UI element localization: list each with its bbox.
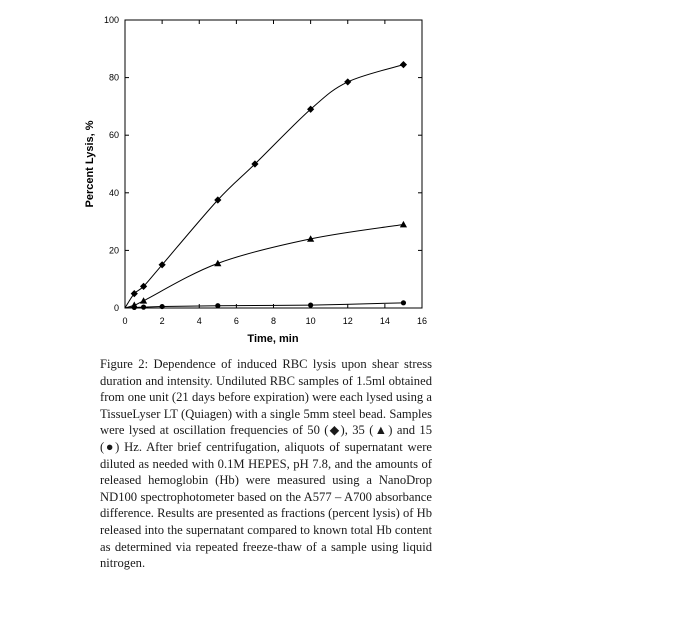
triangle-marker [214,260,221,266]
y-tick-label: 100 [103,15,119,25]
x-tick-label: 4 [196,316,202,326]
x-tick-label: 14 [379,316,390,326]
x-tick-label: 6 [233,316,239,326]
diamond-marker [344,78,351,85]
circle-marker [215,303,220,308]
series-line-triangle [125,224,403,308]
x-tick-label: 8 [270,316,277,326]
series-line-circle [125,303,403,308]
y-tick-label: 40 [108,187,119,198]
y-tick-label: 60 [108,130,119,141]
triangle-marker [400,221,407,227]
x-tick-label: 10 [305,316,316,326]
y-tick-label: 0 [113,303,119,313]
triangle-marker [140,297,147,303]
circle-marker [141,305,146,310]
circle-marker [160,304,165,309]
plot-frame [125,20,422,308]
series-line-diamond [125,65,403,308]
circle-marker [132,305,137,310]
circle-marker [401,300,406,305]
x-tick-label: 16 [416,316,428,326]
y-tick-label: 80 [108,72,119,83]
x-axis-title: Time, min [247,333,299,345]
circle-marker [308,303,313,308]
x-tick-label: 12 [342,316,353,326]
x-tick-label: 0 [122,316,128,326]
data-series [125,61,407,310]
y-axis-title: Percent Lysis, % [84,120,96,208]
x-tick-label: 2 [159,316,165,326]
figure-caption: Figure 2: Dependence of induced RBC lysis upon shear stress duration and intensity. Undiluted RBC samples of 1.5ml obtained from one unit (21 days before expiration) were each lysed using a TissueLyser LT (Quiagen) with a single 5mm steel bead. Samples were lysed at oscillation frequencies of 50 (◆), 35 (▲) and 15 (●) Hz. After brief centrifugation, aliquots of supernatant were diluted as needed with 0.1M HEPES, pH 7.8, and the amounts of released hemoglobin (Hb) were measured using a NanoDrop ND100 spectrophotometer based on the A577 – A700 absorbance difference. Results are presented as fractions (percent lysis) of Hb released into the supernatant compared to known total Hb content as determined via repeated freeze-thaw of a sample using liquid nitrogen. [100,357,432,571]
axis-ticks [104,15,427,326]
y-tick-label: 20 [108,245,119,256]
plot-area [125,20,422,308]
diamond-marker [400,61,407,68]
